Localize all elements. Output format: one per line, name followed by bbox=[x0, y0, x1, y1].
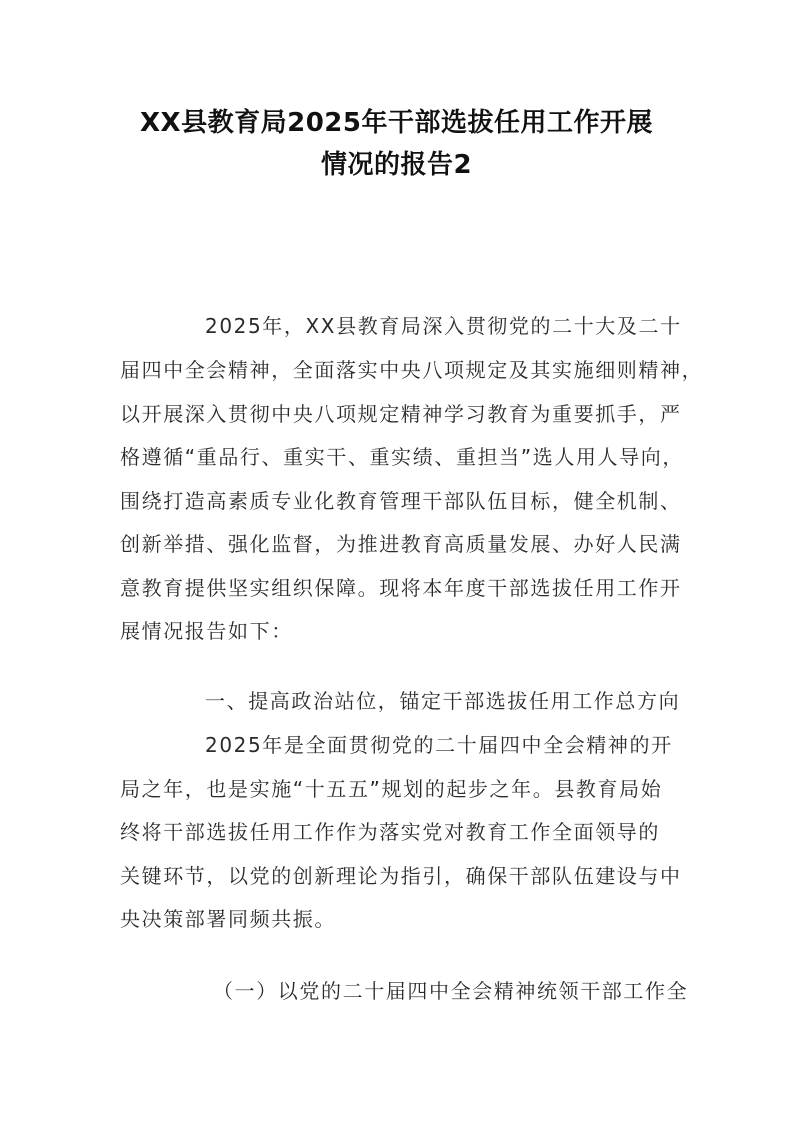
text-line: 展情况报告如下： bbox=[120, 619, 293, 643]
text-line: 意教育提供坚实组织保障。现将本年度干部选拔任用工作开 bbox=[120, 576, 682, 600]
text-line: 创新举措、强化监督，为推进教育高质量发展、办好人民满 bbox=[120, 532, 682, 556]
text-line: 届四中全会精神，全面落实中央八项规定及其实施细则精神， bbox=[120, 358, 704, 382]
text-line: 以开展深入贯彻中央八项规定精神学习教育为重要抓手，严 bbox=[120, 402, 682, 426]
document-title-line-2: 情况的报告2 bbox=[320, 150, 473, 180]
document-title-line-1: XX县教育局2025年干部选拔任用工作开展 bbox=[140, 108, 653, 138]
subsection-heading: （一）以党的二十届四中全会精神统领干部工作全 bbox=[213, 979, 689, 1003]
text-line: 围绕打造高素质专业化教育管理干部队伍目标，健全机制、 bbox=[120, 489, 682, 513]
text-line: 格遵循“重品行、重实干、重实绩、重担当”选人用人导向， bbox=[120, 445, 684, 469]
text-line: 央决策部署同频共振。 bbox=[120, 907, 336, 931]
section-heading: 一、提高政治站位，锚定干部选拔任用工作总方向 bbox=[205, 689, 681, 713]
text-line: 2025年是全面贯彻党的二十届四中全会精神的开 bbox=[205, 733, 673, 757]
text-line: 2025年，XX县教育局深入贯彻党的二十大及二十 bbox=[205, 314, 682, 338]
text-line: 终将干部选拔任用工作作为落实党对教育工作全面领导的 bbox=[120, 820, 660, 844]
text-line: 关键环节，以党的创新理论为指引，确保干部队伍建设与中 bbox=[120, 864, 682, 888]
text-line: 局之年，也是实施“十五五”规划的起步之年。县教育局始 bbox=[120, 777, 663, 801]
